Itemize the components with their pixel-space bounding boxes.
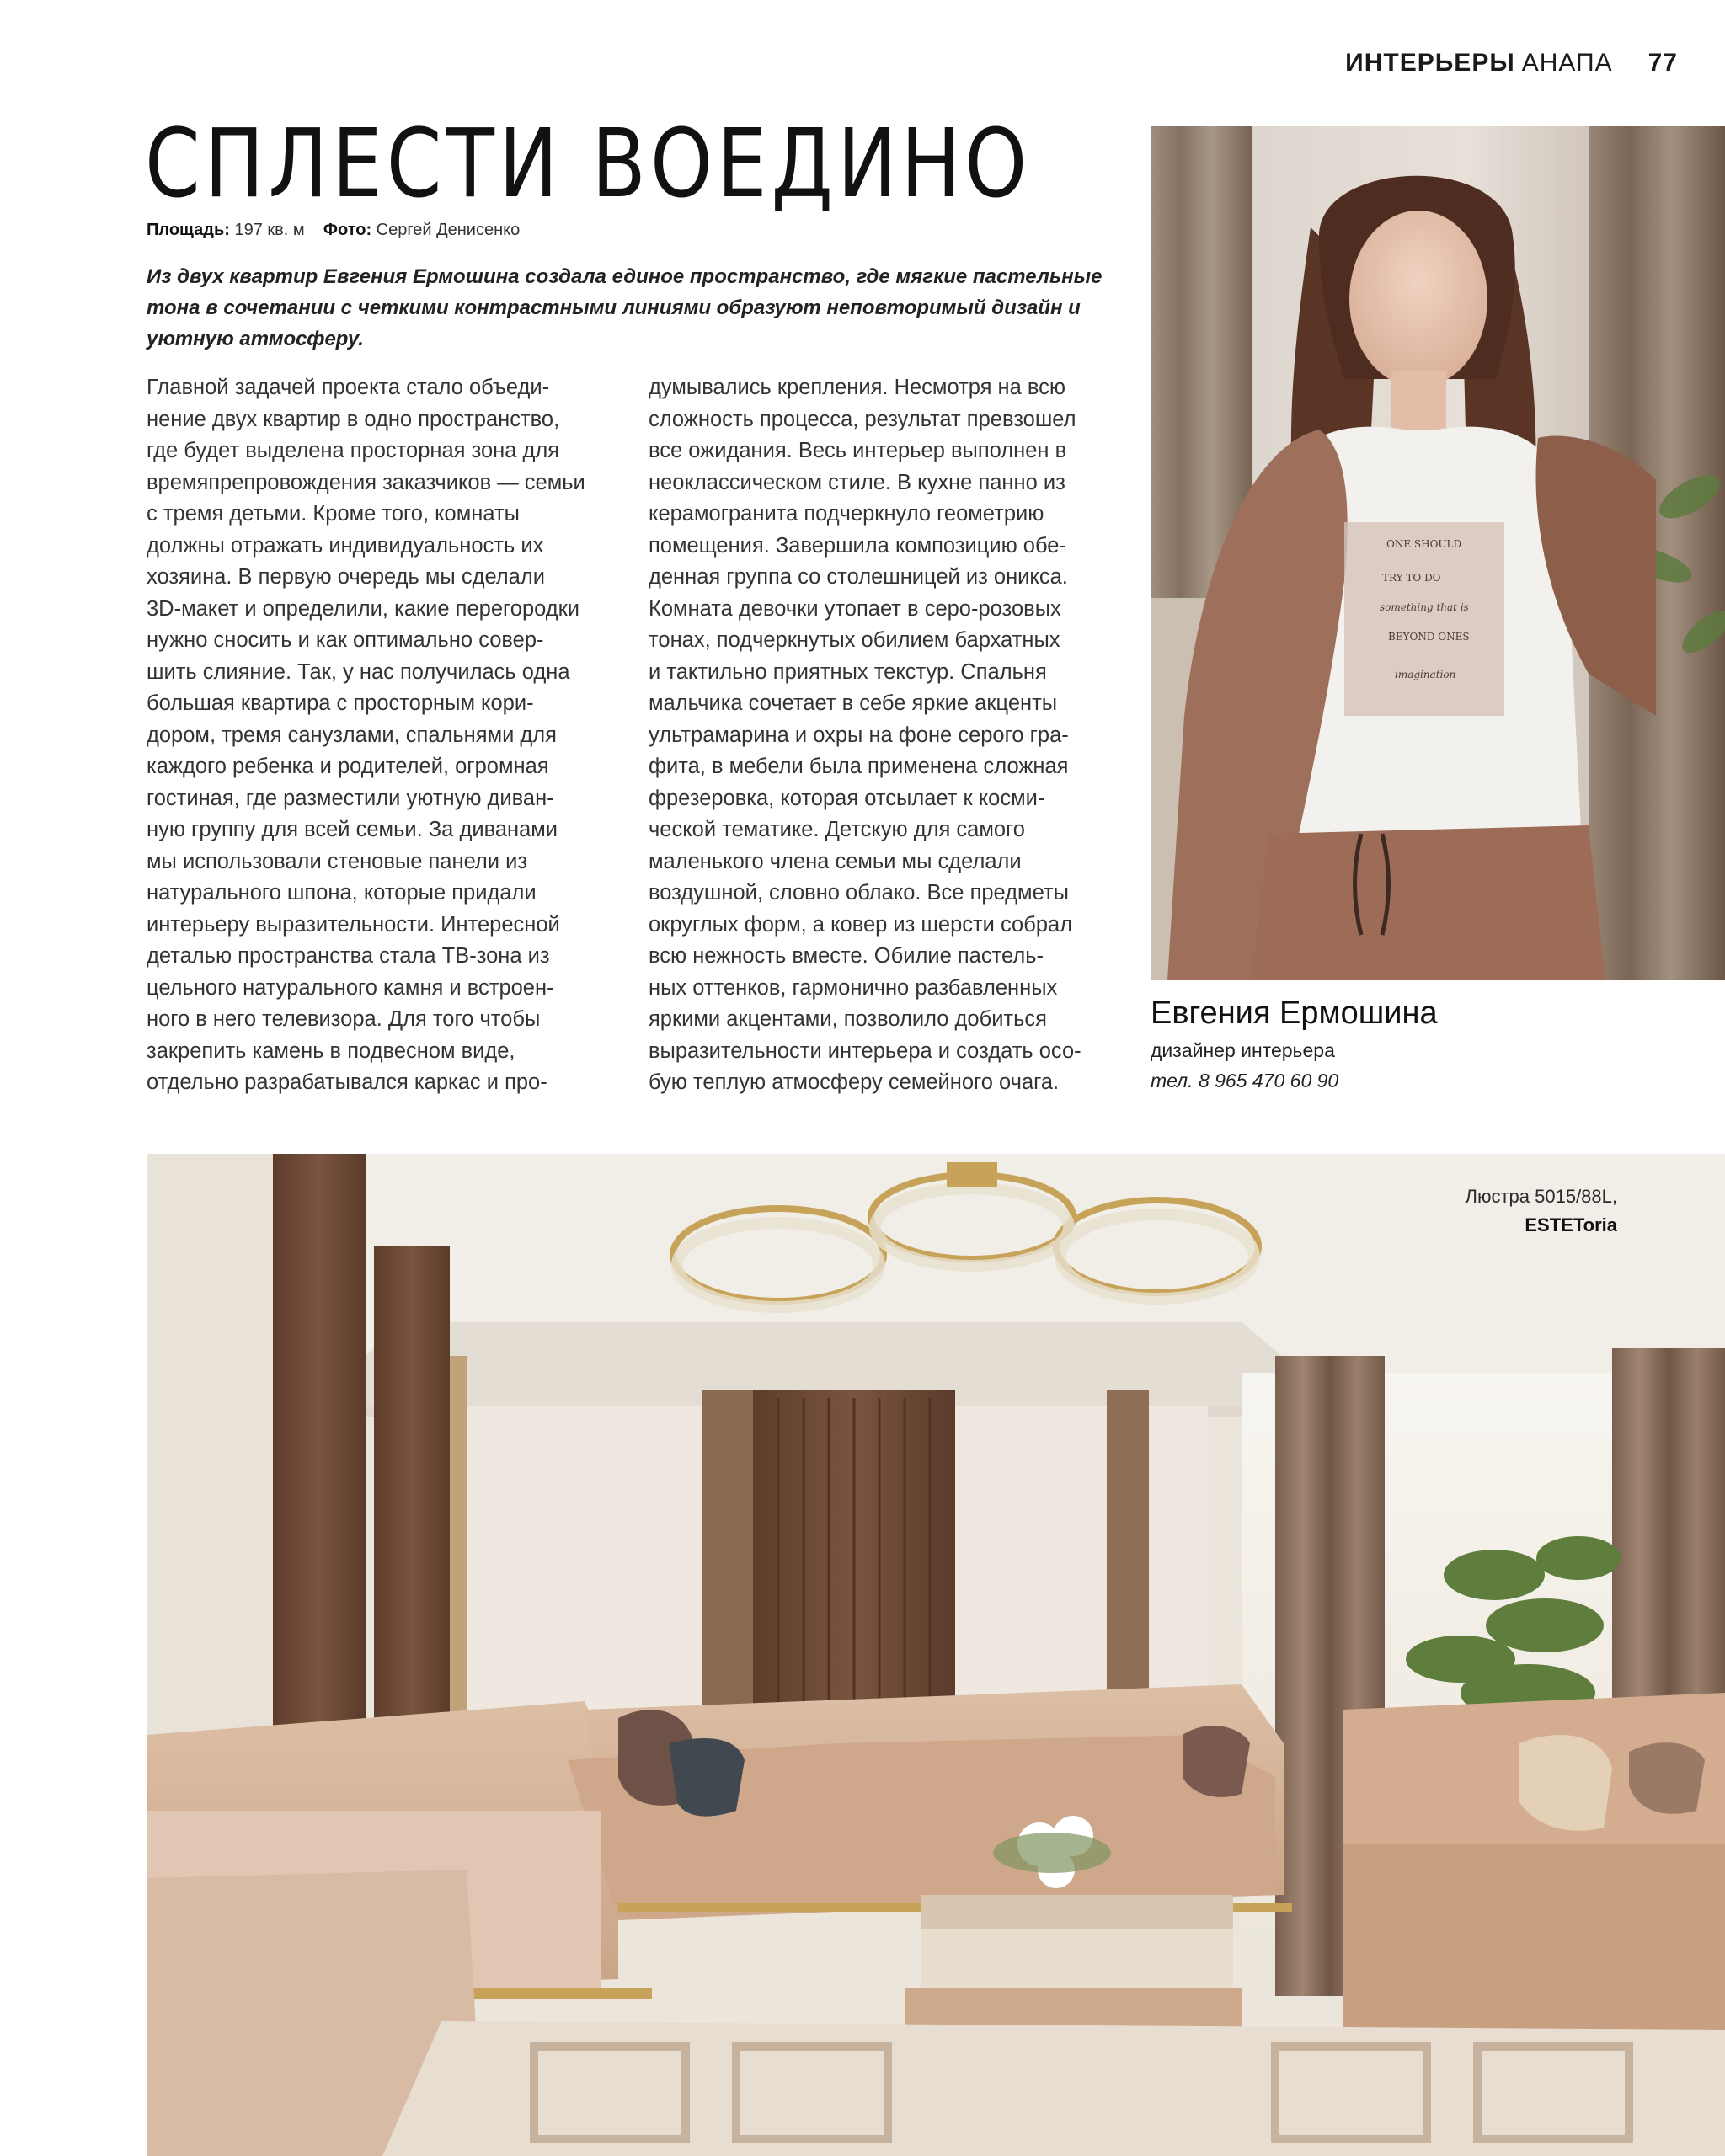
body-line: думывались крепления. Несмотря на всю [649,376,1066,399]
body-line: закрепить камень в подвесном виде, [147,1038,515,1063]
body-line: неоклассическом стиле. В кухне панно из [649,470,1065,494]
body-line: сложность процесса, результат превзошел [649,407,1076,431]
body-line: нужно сносить и как оптимально совер- [147,628,544,652]
area-value: 197 кв. м [234,221,305,239]
body-line: должны отражать индивидуальность их [147,533,544,558]
body-column-1 [147,372,627,1099]
designer-phone: тел. 8 965 470 60 90 [1151,1070,1339,1091]
shirt-print-line: TRY TO DO [1382,572,1441,584]
article-title: СПЛЕСТИ ВОЕДИНО [145,109,1032,219]
designer-name: Евгения Ермошина [1151,995,1438,1031]
body-line: ного в него телевизора. Для того чтобы [147,1007,541,1031]
body-line: деталью пространства стала ТВ-зона из [147,944,550,968]
body-line: помещения. Завершила композицию обе- [649,533,1066,558]
body-line: цельного натурального камня и встроен- [147,975,554,1000]
body-line: все ожидания. Весь интерьер выполнен в [649,439,1067,462]
body-line: ных оттенков, гармонично разбавленных [649,975,1058,1000]
body-line: мы использовали стеновые панели из [147,849,528,873]
header-section: ИНТЕРЬЕРЫ [1345,49,1515,77]
shirt-print-line: ONE SHOULD [1386,538,1462,550]
body-line: Комната девочки утопает в серо-розовых [649,596,1061,621]
body-line: каждого ребенка и родителей, огромная [147,755,549,778]
shirt-print-line: something that is [1380,601,1469,613]
body-line: керамогранита подчеркнуло геометрию [649,502,1044,526]
body-line: фита, в мебели была применена сложная [649,755,1069,778]
article-lead: Из двух квартир Евгения Ермошина создала единое пространство, где мягкие пастельные тона в сочетании с четкими контрастными линиями образуют неповторимый дизайн и уютную атмосферу. [147,265,1103,350]
living-room-photo [147,1154,1725,2156]
body-line: всю нежность вместе. Обилие пастель- [649,944,1044,968]
credit-brand: ESTEToria [1525,1214,1617,1235]
body-line: и тактильно приятных текстур. Спальня [649,659,1047,684]
body-line: яркими акцентами, позволило добиться [649,1007,1047,1031]
running-header [1345,49,1678,77]
body-line: округлых форм, а ковер из шерсти собрал [649,912,1073,937]
body-line: ную группу для всей семьи. За диванами [147,818,558,841]
body-line: хозяина. В первую очередь мы сделали [147,565,545,589]
body-line: воздушной, словно облако. Все предметы [649,881,1069,905]
body-line: 3D-макет и определили, какие перегородки [147,596,580,621]
body-line: интерьеру выразительности. Интересной [147,912,560,937]
body-column-2 [649,372,1129,1099]
designer-role: дизайнер интерьера [1151,1039,1335,1061]
photo-credit [1466,1182,1617,1240]
area-label: Площадь: [147,221,230,239]
page-number: 77 [1648,49,1678,77]
body-line: с тремя детьми. Кроме того, комнаты [147,502,520,526]
body-line: ческой тематике. Детскую для самого [649,818,1025,841]
body-line: Главной задачей проекта стало объеди- [147,376,550,399]
body-line: нение двух квартир в одно пространство, [147,407,560,431]
body-line: отдельно разрабатывался каркас и про- [147,1070,547,1094]
article-meta [147,221,520,240]
photo-label: Фото: [323,221,372,239]
credit-item: Люстра 5015/88L, [1465,1186,1617,1207]
photo-value: Сергей Денисенко [376,221,521,239]
body-line: мальчика сочетает в себе яркие акценты [649,691,1058,715]
shirt-print-line: BEYOND ONES [1388,631,1470,643]
body-line: дором, тремя санузлами, спальнями для [147,723,557,747]
body-line: времяпрепровождения заказчиков — семьи [147,470,585,494]
body-line: маленького члена семьи мы сделали [649,849,1022,873]
body-line: денная группа со столешницей из оникса. [649,565,1068,589]
body-line: большая квартира с просторным кори- [147,691,534,715]
body-line: натурального шпона, которые придали [147,881,537,905]
body-line: ультрамарина и охры на фоне серого гра- [649,723,1069,747]
body-line: фрезеровка, которая отсылает к косми- [649,786,1045,810]
body-line: гостиная, где разместили уютную диван- [147,786,554,810]
body-line: тонах, подчеркнутых обилием бархатных [649,628,1060,652]
body-line: бую теплую атмосферу семейного очага. [649,1070,1060,1094]
body-line: где будет выделена просторная зона для [147,439,560,462]
shirt-print-line: imagination [1395,669,1456,680]
body-line: выразительности интерьера и создать осо- [649,1038,1081,1063]
body-line: шить слияние. Так, у нас получилась одна [147,659,570,684]
designer-portrait [1151,126,1725,980]
header-city: АНАПА [1521,49,1613,77]
